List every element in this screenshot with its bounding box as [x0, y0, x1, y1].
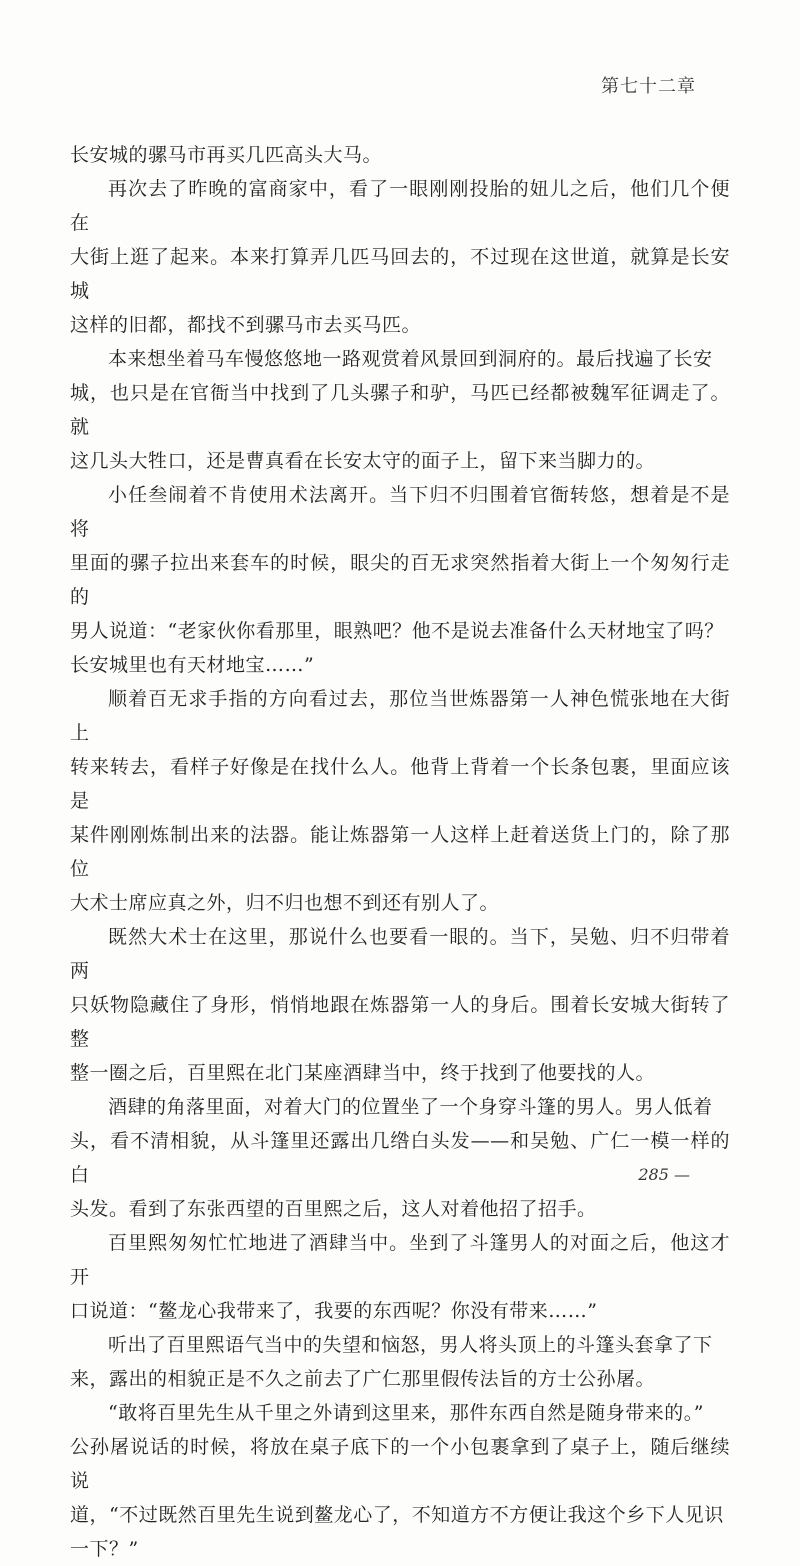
paragraph: 本来想坐着马车慢悠悠地一路观赏着风景回到洞府的。最后找遍了长安 城，也只是在官衙当中找到了几头骡子和驴，马匹已经都被魏军征调走了。就 这几头大牲口，还是曹真看在长安太守的面子上，留下来当脚力的。: [70, 348, 730, 472]
paragraph: 顺着百无求手指的方向看过去，那位当世炼器第一人神色慌张地在大街上 转来转去，看样子好像是在找什么人。他背上背着一个长条包裹，里面应该是 某件刚刚炼制出来的法器。能让炼器第一人这样上赶着送货上门的，除了那位 大术士席应真之外，归不归也想不到还有别人了。: [70, 688, 730, 914]
paragraph: 既然大术士在这里，那说什么也要看一眼的。当下，吴勉、归不归带着两 只妖物隐藏住了身形，悄悄地跟在炼器第一人的身后。围着长安城大街转了整 整一圈之后，百里熙在北门某座酒肆当中，终于找到了他要找的人。: [70, 926, 730, 1084]
paragraph: 长安城的骡马市再买几匹高头大马。: [70, 144, 383, 166]
chapter-header: 第七十二章: [601, 76, 696, 97]
paragraph: 再次去了昨晚的富商家中，看了一眼刚刚投胎的妞儿之后，他们几个便在 大街上逛了起来。本来打算弄几匹马回去的，不过现在这世道，就算是长安城 这样的旧都，都找不到骡马市去买马匹。: [70, 178, 730, 336]
paragraph: 听出了百里熙语气当中的失望和恼怒，男人将头顶上的斗篷头套拿了下 来，露出的相貌正是不久之前去了广仁那里假传法旨的方士公孙屠。: [70, 1334, 713, 1390]
paragraph: 百里熙匆匆忙忙地进了酒肆当中。坐到了斗篷男人的对面之后，他这才开 口说道：“鳌龙心我带来了，我要的东西呢？你没有带来……”: [70, 1232, 730, 1322]
page-number: 285 —: [638, 1165, 690, 1184]
body-text: [70, 138, 730, 1566]
paragraph: 酒肆的角落里面，对着大门的位置坐了一个身穿斗篷的男人。男人低着 头，看不清相貌，从斗篷里还露出几绺白头发——和吴勉、广仁一模一样的白 头发。看到了东张西望的百里熙之后，这人对着他招了招手。: [70, 1096, 730, 1220]
paragraph: “敢将百里先生从千里之外请到这里来，那件东西自然是随身带来的。” 公孙屠说话的时候，将放在桌子底下的一个小包裹拿到了桌子上，随后继续说 道，“不过既然百里先生说到鳌龙心了，不知道方不方便让我这个乡下人见识 一下？”: [70, 1402, 730, 1560]
paragraph: 小任叁闹着不肯使用术法离开。当下归不归围着官衙转悠，想着是不是将 里面的骡子拉出来套车的时候，眼尖的百无求突然指着大街上一个匆匆行走的 男人说道：“老家伙你看那里，眼熟吧？他不是说去准备什么天材地宝了吗？ 长安城里也有天材地宝……”: [70, 484, 730, 676]
